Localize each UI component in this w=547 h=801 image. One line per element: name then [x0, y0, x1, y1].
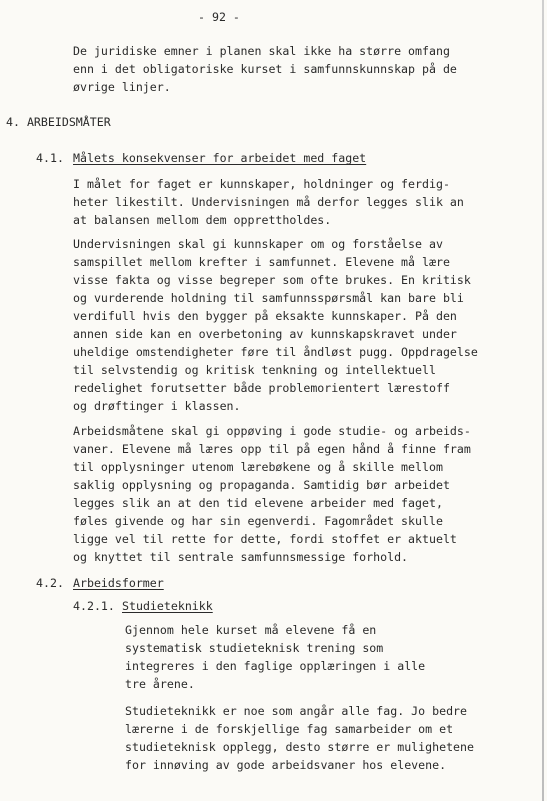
paragraph-line: for innøving av gode arbeidsvaner hos elevene.: [125, 758, 447, 772]
section-heading: 4. ARBEIDSMÅTER: [6, 115, 111, 129]
paragraph-line: visse fakta og visse begreper som ofte brukes. En kritisk: [73, 273, 471, 287]
paragraph-line: til selvstendig og kritisk tenkning og intellektuell: [73, 363, 436, 377]
intro-line: øvrige linjer.: [73, 80, 171, 94]
paragraph-line: at balansen mellom dem opprettholdes.: [73, 213, 332, 227]
paragraph-line: Undervisningen skal gi kunnskaper om og forståelse av: [73, 237, 443, 251]
paragraph-line: tre årene.: [125, 677, 195, 691]
paragraph-line: annen side kan en overbetoning av kunnskapskravet under: [73, 327, 457, 341]
paragraph-line: studieteknisk opplegg, desto større er mulighetene: [125, 740, 475, 754]
page-number: - 92 -: [198, 10, 240, 24]
paragraph-line: vaner. Elevene må læres opp til på egen hånd å finne fram: [73, 442, 471, 456]
subsubsection-title: Studieteknikk: [122, 599, 213, 613]
paragraph-line: føles givende og har sin egenverdi. Fagområdet skulle: [73, 514, 443, 528]
paragraph-line: ligge vel til rette for dette, fordi stoffet er aktuelt: [73, 532, 457, 546]
paragraph-line: heter likestilt. Undervisningen må derfor legges slik an: [73, 195, 464, 209]
paragraph-line: redelighet forutsetter både problemorientert lærestoff: [73, 381, 450, 395]
paragraph-line: og drøftinger i klassen.: [73, 399, 241, 413]
paragraph-line: I målet for faget er kunnskaper, holdninger og ferdig-: [73, 177, 450, 191]
paragraph-line: samspillet mellom krefter i samfunnet. Elevene må lære: [73, 255, 450, 269]
paragraph-line: verdifull hvis den bygger på eksakte kunnskaper. På den: [73, 309, 457, 323]
subsection-number: 4.2.: [36, 576, 64, 590]
paragraph-line: systematisk studieteknisk trening som: [125, 641, 384, 655]
intro-line: enn i det obligatoriske kurset i samfunnskunnskap på de: [73, 62, 457, 76]
paragraph-line: legges slik an at den tid elevene arbeider med faget,: [73, 496, 443, 510]
subsection-number: 4.1.: [36, 151, 64, 165]
paragraph-line: lærerne i de forskjellige fag samarbeider om et: [125, 722, 454, 736]
paragraph-line: og knyttet til sentrale samfunnsmessige forhold.: [73, 550, 409, 564]
paragraph-line: Studieteknikk er noe som angår alle fag. Jo bedre: [125, 704, 468, 718]
paragraph-line: til opplysninger utenom lærebøkene og å skille mellom: [73, 460, 443, 474]
page-edge-shadow: [542, 0, 544, 801]
paragraph-line: saklig opplysning og propaganda. Samtidig bør arbeidet: [73, 478, 450, 492]
paragraph-line: integreres i den faglige opplæringen i alle: [125, 659, 426, 673]
intro-line: De juridiske emner i planen skal ikke ha større omfang: [73, 44, 450, 58]
subsection-title: Arbeidsformer: [73, 576, 164, 590]
subsection-title: Målets konsekvenser for arbeidet med faget: [73, 151, 367, 165]
paragraph-line: Arbeidsmåtene skal gi oppøving i gode studie- og arbeids-: [73, 424, 471, 438]
paragraph-line: uheldige omstendigheter føre til åndløst pugg. Oppdragelse: [73, 345, 478, 359]
subsubsection-number: 4.2.1.: [73, 599, 115, 613]
paragraph-line: Gjennom hele kurset må elevene få en: [125, 623, 377, 637]
paragraph-line: og vurderende holdning til samfunnsspørsmål kan bare bli: [73, 291, 464, 305]
